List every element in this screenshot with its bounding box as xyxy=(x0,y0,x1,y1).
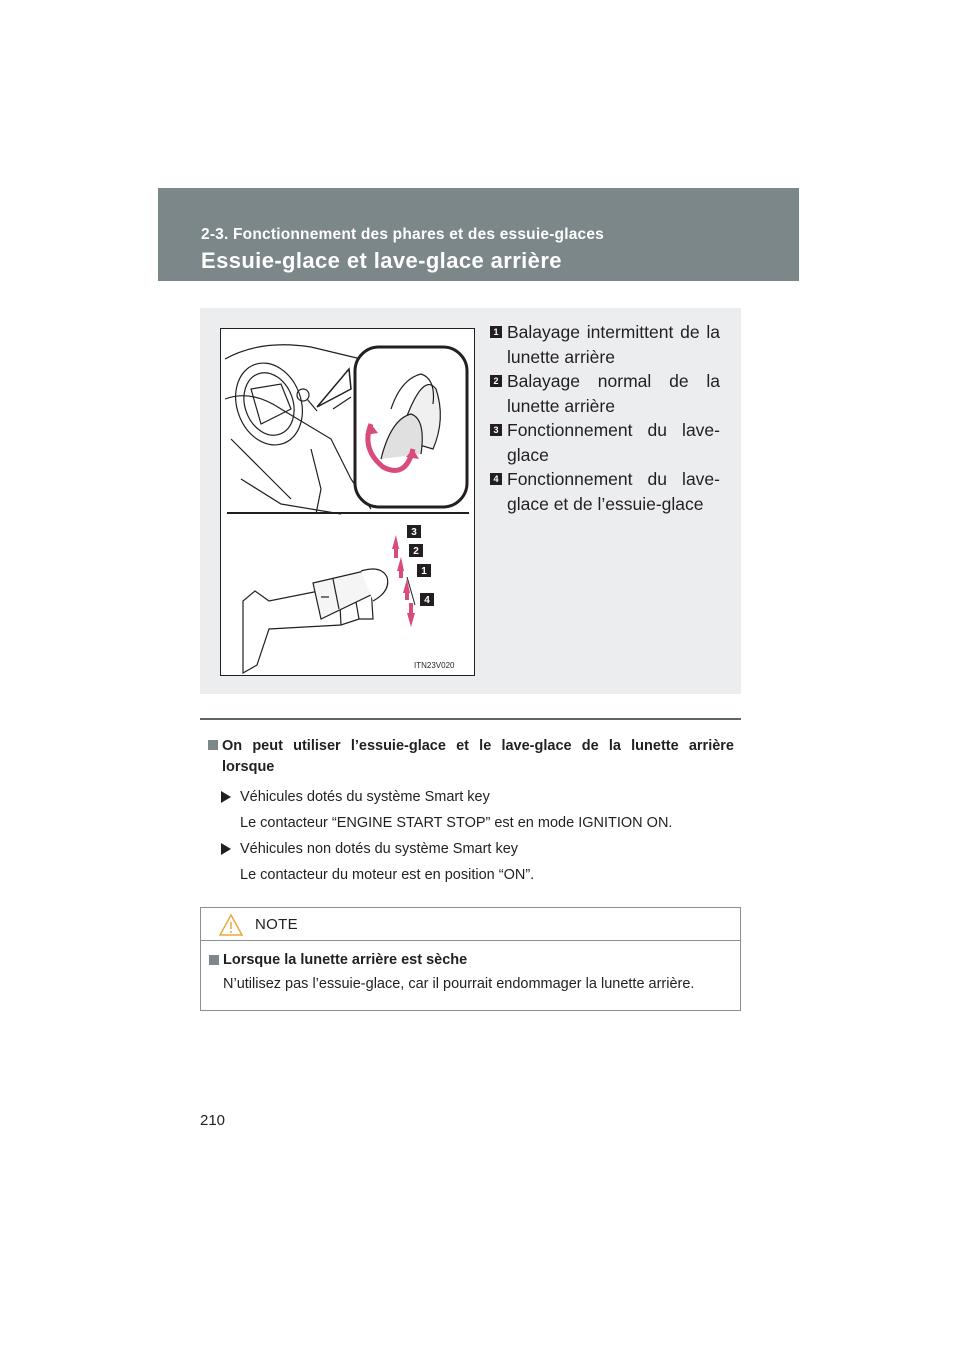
callout-line: lunette arrière xyxy=(507,346,615,367)
square-bullet-icon xyxy=(209,955,219,965)
page-title: Essuie-glace et lave-glace arrière xyxy=(201,248,562,273)
callout-line: glace et de l’essuie-glace xyxy=(507,493,704,514)
callout-3 xyxy=(490,418,720,467)
figure-code: ITN23V020 xyxy=(414,661,455,670)
section-header xyxy=(158,188,799,281)
callout-line: Balayage normal de la xyxy=(507,371,720,391)
triangle-bullet-icon xyxy=(221,791,231,803)
callout-line: lunette arrière xyxy=(507,395,615,416)
lever-stalk xyxy=(243,569,388,673)
triangle-bullet-icon xyxy=(221,843,231,855)
callout-line: glace xyxy=(507,444,549,465)
callout-2 xyxy=(490,369,720,418)
page-number: 210 xyxy=(200,1112,226,1129)
arrow-label-4-text: 4 xyxy=(424,595,430,606)
callout-1 xyxy=(490,320,720,369)
conditions-heading: On peut utiliser l’essuie-glace et le lave-glace de la lunette arrière lorsque xyxy=(208,736,734,778)
condition-item-smart-key: Véhicules dotés du système Smart key xyxy=(208,784,734,810)
condition-detail: Le contacteur “ENGINE START STOP” est en mode IGNITION ON. xyxy=(240,815,673,831)
conditions-section xyxy=(208,736,734,888)
arrow-label-3-text: 3 xyxy=(411,527,417,538)
section-title: 2-3. Fonctionnement des phares et des essuie-glaces xyxy=(201,226,604,243)
square-bullet-icon xyxy=(208,740,218,750)
callout-line: Balayage intermittent de la xyxy=(507,322,720,342)
lever-drawing xyxy=(221,329,476,677)
arrow-label-1-text: 1 xyxy=(421,566,427,577)
callout-line: Fonctionnement du lave- xyxy=(507,420,720,440)
section-divider xyxy=(200,718,741,720)
callout-number: 3 xyxy=(490,424,502,436)
note-title: Lorsque la lunette arrière est sèche xyxy=(209,952,467,968)
condition-detail: Le contacteur du moteur est en position “ON”. xyxy=(240,867,535,883)
wiper-lever-illustration xyxy=(220,328,475,676)
note-box xyxy=(200,907,741,1011)
arrow-number-labels xyxy=(407,525,434,606)
callout-number: 4 xyxy=(490,473,502,485)
note-text: N’utilisez pas l’essuie-glace, car il pourrait endommager la lunette arrière. xyxy=(223,976,695,992)
arrow-label-2-text: 2 xyxy=(413,546,419,557)
magnified-detail xyxy=(317,347,467,507)
note-header xyxy=(201,908,740,941)
callout-number: 1 xyxy=(490,326,502,338)
callout-number: 2 xyxy=(490,375,502,387)
warning-triangle-icon xyxy=(218,913,244,937)
condition-item-no-smart-key: Véhicules non dotés du système Smart key xyxy=(208,836,734,862)
note-label: NOTE xyxy=(255,916,298,933)
callout-4 xyxy=(490,467,720,516)
callout-line: Fonctionnement du lave- xyxy=(507,469,720,489)
callout-list xyxy=(490,320,720,516)
